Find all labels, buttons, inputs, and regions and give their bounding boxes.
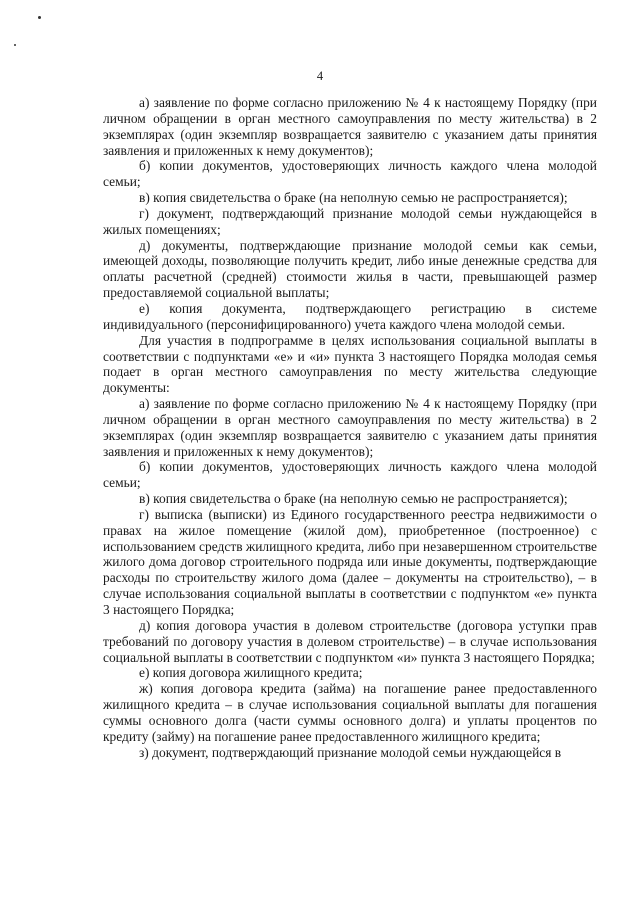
paragraph: г) выписка (выписки) из Единого государственного реестра недвижимости о правах на жилое помещение (жилой дом), приобретенное (построенное) с использованием средств жилищного кредита, либо при незавершенном строительстве жилого дома договор строительного подряда или иные документы, подтверждающие расходы по строительству жилого дома (далее – документы на строительство), – в случае использования социальной выплаты в соответствии с подпунктом «е» пункта 3 настоящего Порядка; [103,506,597,617]
page-number: 4 [316,69,324,83]
paragraph: з) документ, подтверждающий признание молодой семьи нуждающейся в [139,744,562,760]
paragraph: в) копия свидетельства о браке (на неполную семью не распространяется); [139,190,568,206]
paragraph: д) документы, подтверждающие признание молодой семьи как семьи, имеющей доходы, позволяющие получить кредит, либо иные денежные средства для оплаты расчетной (средней) стоимости жилья в части, превышающей размер предоставляемой социальной выплаты; [103,237,597,301]
paragraph: а) заявление по форме согласно приложению № 4 к настоящему Порядку (при личном обращении в орган местного самоуправления по месту жительства) в 2 экземплярах (один экземпляр возвращается заявителю с указанием даты принятия заявления и приложенных к нему документов); [103,95,597,158]
paragraph: в) копия свидетельства о браке (на неполную семью не распространяется); [139,491,568,507]
document-body [103,95,597,760]
paragraph: е) копия договора жилищного кредита; [139,665,363,681]
paragraph: ж) копия договора кредита (займа) на погашение ранее предоставленного жилищного кредита – в случае использования социальной выплаты для погашения суммы основного долга (части суммы основного долга) и уплаты процентов по кредиту (займу) на погашение ранее предоставленного жилищного кредита; [103,681,597,744]
scan-speck [38,16,41,19]
paragraph: г) документ, подтверждающий признание молодой семьи нуждающейся в жилых помещениях; [103,205,597,237]
paragraph: б) копии документов, удостоверяющих личность каждого члена молодой семьи; [103,459,597,491]
scan-speck [14,44,16,46]
paragraph: б) копии документов, удостоверяющих личность каждого члена молодой семьи; [103,158,597,190]
paragraph: а) заявление по форме согласно приложению № 4 к настоящему Порядку (при личном обращении в орган местного самоуправления по месту жительства) в 2 экземплярах (один экземпляр возвращается заявителю с указанием даты принятия заявления и приложенных к нему документов); [103,396,597,459]
paragraph: е) копия документа, подтверждающего регистрацию в системе индивидуального (персонифицированного) учета каждого члена молодой семьи. [103,300,597,332]
paragraph: д) копия договора участия в долевом строительстве (договора уступки прав требований по договору участия в долевом строительстве) – в случае использования социальной выплаты в соответствии с подпунктом «и» пункта 3 настоящего Порядка; [103,617,597,665]
paragraph: Для участия в подпрограмме в целях использования социальной выплаты в соответствии с подпунктами «е» и «и» пункта 3 настоящего Порядка молодая семья подает в орган местного самоуправления по месту жительства следующие документы: [103,332,597,396]
